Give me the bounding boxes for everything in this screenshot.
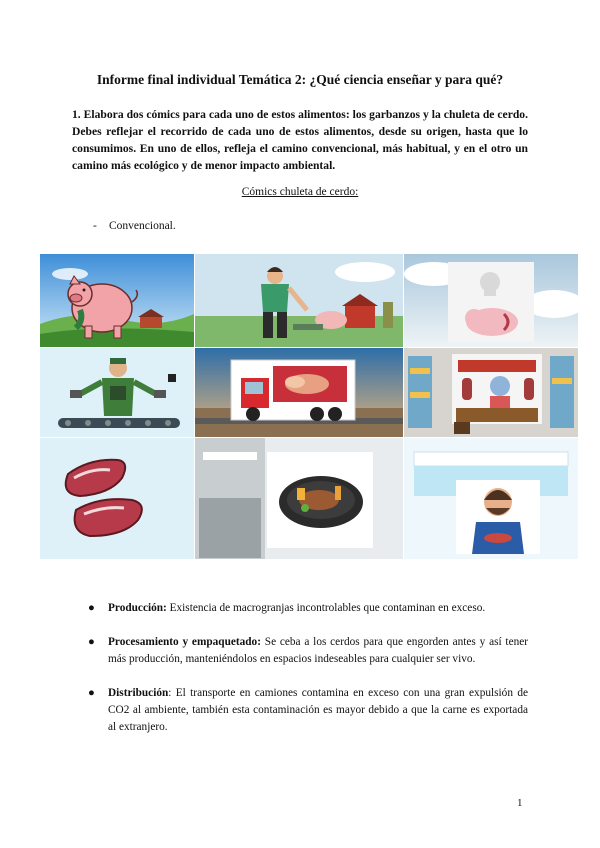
man-eating-illustration [404,438,578,559]
truck-panel [195,348,403,437]
list-item [88,600,528,617]
bullet-label: Distribución [108,687,169,699]
list-item-label: Convencional. [109,220,176,232]
farmer-panel [195,254,403,347]
document-title: Informe final individual Temática 2: ¿Qué ciencia enseñar y para qué? [96,72,504,87]
bullet-label: Procesamiento y empaquetado: [108,636,261,648]
eating-panel [404,438,578,559]
slaughter-illustration [404,254,578,347]
kitchen-panel [195,438,403,559]
butcher-shop-illustration [404,348,578,437]
section-title: Cómics chuleta de cerdo: [241,186,359,198]
bullet-dot: ● [88,602,95,614]
bullet-dot: ● [88,687,95,699]
refrigerated-truck-illustration [195,348,403,437]
pork-chop-panel [40,438,194,559]
pig-illustration [40,254,194,347]
kitchen-pan-illustration [195,438,403,559]
factory-worker-illustration [40,348,194,437]
list-item [88,634,528,668]
list-item-convencional [93,220,176,232]
slaughter-panel [404,254,578,347]
list-item [88,685,528,736]
page-number: 1 [517,797,523,809]
pork-chop-illustration [40,438,194,559]
bullet-list [88,600,528,753]
pig-panel [40,254,194,347]
bullet-dot: ● [88,636,95,648]
task-statement: 1. Elabora dos cómics para cada uno de estos alimentos: los garbanzos y la chuleta de cerdo. Debes reflejar el recorrido de cada uno de estos alimentos, desde su origen, hasta que lo consumimos. En uno de ellos, refleja el camino convencional, más habitual, y en el otro un camino más ecológico y de menor impacto ambiental. [72,108,528,172]
bullet-label: Producción: [108,602,167,614]
bullet-text: Se ceba a los cerdos para que engorden antes y así tener más producción, manteniéndolos en espacios indeseables para cualquier ser vivo. [108,636,529,665]
bullet-text: Existencia de macrogranjas incontrolables que contaminan en exceso. [166,602,486,614]
comic-grid [40,254,578,559]
factory-panel [40,348,194,437]
farmer-illustration [195,254,403,347]
dash-marker: - [93,220,97,232]
butcher-panel [404,348,578,437]
bullet-text: : El transporte en camiones contamina en exceso con una gran expulsión de CO2 al ambiente, también esta contaminación es mayor debido a que la carne es exportada al extranjero. [108,687,528,733]
